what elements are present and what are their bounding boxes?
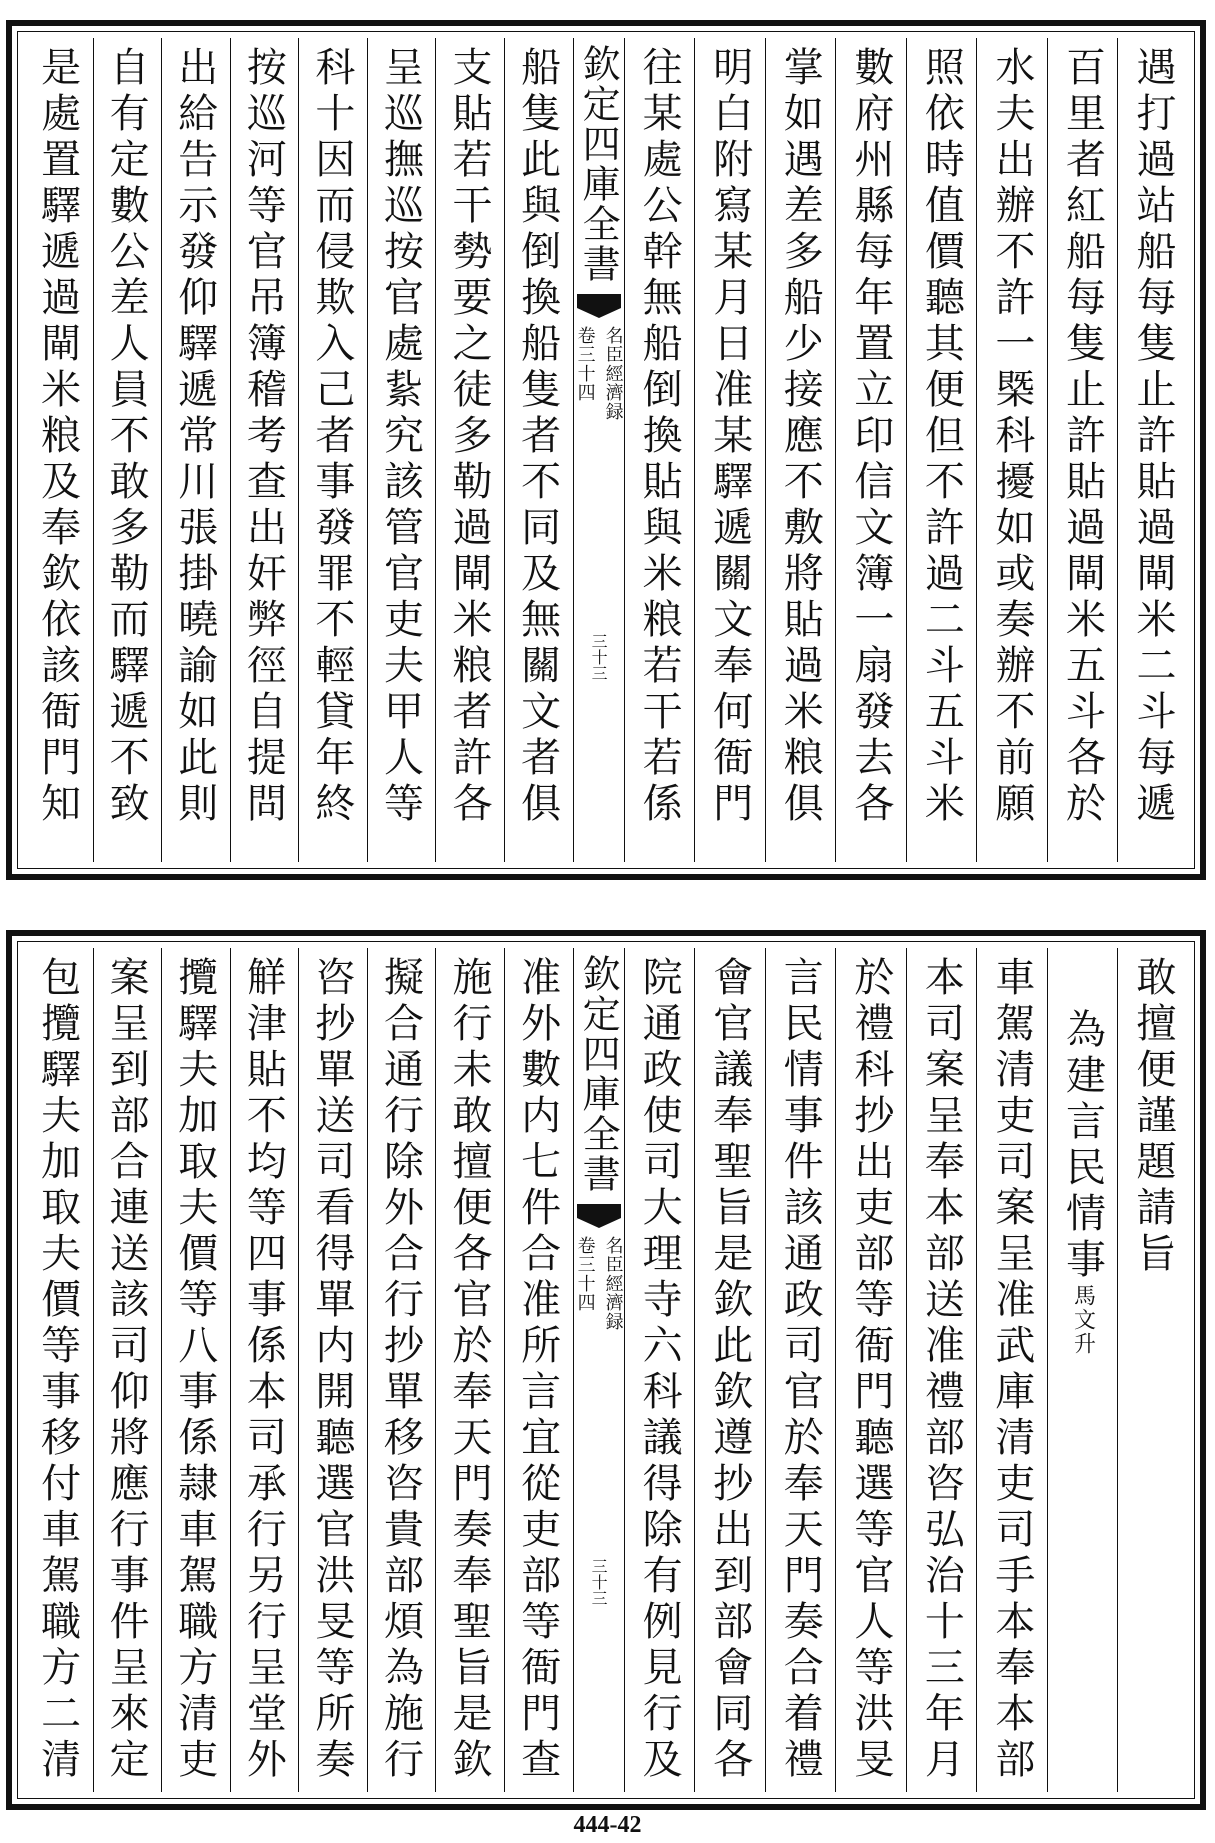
essay-title-column [1047, 948, 1118, 1792]
juan-number: 卷三十四 [574, 326, 596, 402]
text-column: 出給告示發仰驛遞常川張掛曉諭如此則 [161, 38, 230, 862]
page-number: 三十三 [589, 1558, 609, 1606]
text-column: 包攬驛夫加取夫價等事移付車駕職方二清 [34, 956, 81, 1784]
book-title: 名臣經濟録 [602, 1236, 624, 1331]
text-column: 准外數内七件合准所言宜從吏部等衙門查 [504, 948, 573, 1792]
text-column: 遇打過站船每隻止許貼過閘米二斗每遞 [1117, 38, 1188, 862]
text-column: 自有定數公差人員不敢多勒而驛遞不致 [93, 38, 162, 862]
text-column: 按巡河等官吊簿稽考查出奸弊徑自提問 [230, 38, 299, 862]
text-column: 院通政使司大理寺六科議得除有例見行及 [624, 948, 695, 1792]
text-column: 數府州縣每年置立印信文簿一扇發去各 [835, 38, 906, 862]
fish-tail-mark [577, 294, 621, 314]
text-column: 支貼若干勢要之徒多勒過閘米粮者許各 [435, 38, 504, 862]
upper-page [6, 20, 1206, 880]
text-column: 施行未敢擅便各官於奉天門奏奉聖旨是欽 [435, 948, 504, 1792]
fish-tail-mark [577, 1204, 621, 1224]
page-number: 三十三 [589, 633, 609, 681]
book-meta [572, 326, 626, 421]
text-column: 百里者紅船每隻止許貼過閘米五斗各於 [1047, 38, 1118, 862]
text-column: 水夫出辦不許一槩科擾如或奏辦不前願 [976, 38, 1047, 862]
text-column: 於禮科抄出吏部等衙門聽選等官人等洪旻 [835, 948, 906, 1792]
text-column: 會官議奉聖旨是欽此欽遵抄出到部會同各 [694, 948, 765, 1792]
text-column: 言民情事件該通政司官於奉天門奏合着禮 [765, 948, 836, 1792]
text-column: 往某處公幹無船倒換貼與米粮若干若係 [624, 38, 695, 862]
text-column: 呈巡撫巡按官處紥究該管官吏夫甲人等 [367, 38, 436, 862]
text-column: 照依時值價聽其便但不許過二斗五斗米 [906, 38, 977, 862]
lower-page [6, 930, 1206, 1810]
text-column: 船隻此與倒換船隻者不同及無關文者俱 [504, 38, 573, 862]
book-title: 名臣經濟録 [602, 326, 624, 421]
text-column: 咨抄單送司看得單内開聽選官洪旻等所奏 [298, 948, 367, 1792]
text-column: 攬驛夫加取夫價等八事係隷車駕職方清吏 [161, 948, 230, 1792]
text-column: 擬合通行除外合行抄單移咨貴部煩為施行 [367, 948, 436, 1792]
text-column: 科十因而侵欺入己者事發罪不輕貸年終 [298, 38, 367, 862]
book-meta [572, 1236, 626, 1331]
series-title: 欽定四庫全書 [576, 44, 621, 284]
author-note: 馬文升 [1070, 1284, 1096, 1356]
juan-number: 卷三十四 [574, 1236, 596, 1312]
text-column: 案呈到部合連送該司仰將應行事件呈來定 [93, 948, 162, 1792]
scan-page-number: 444-42 [573, 1812, 642, 1838]
center-fold [573, 38, 624, 862]
text-column: 車駕清吏司案呈准武庫清吏司手本奉本部 [976, 948, 1047, 1792]
essay-title: 為建言民情事 [1059, 1008, 1106, 1284]
series-title: 欽定四庫全書 [576, 954, 621, 1194]
upper-columns [24, 38, 1188, 862]
text-column: 敢擅便謹題請旨 [1117, 948, 1188, 1792]
text-column: 本司案呈奉本部送准禮部咨弘治十三年月 [906, 948, 977, 1792]
text-column: 掌如遇差多船少接應不敷將貼過米粮俱 [765, 38, 836, 862]
text-column: 明白附寫某月日准某驛遞關文奉何衙門 [694, 38, 765, 862]
text-column: 是處置驛遞過閘米粮及奉欽依該衙門知 [34, 46, 81, 828]
center-fold [573, 948, 624, 1792]
text-column: 觧津貼不均等四事係本司承行另行呈堂外 [230, 948, 299, 1792]
lower-columns [24, 948, 1188, 1792]
